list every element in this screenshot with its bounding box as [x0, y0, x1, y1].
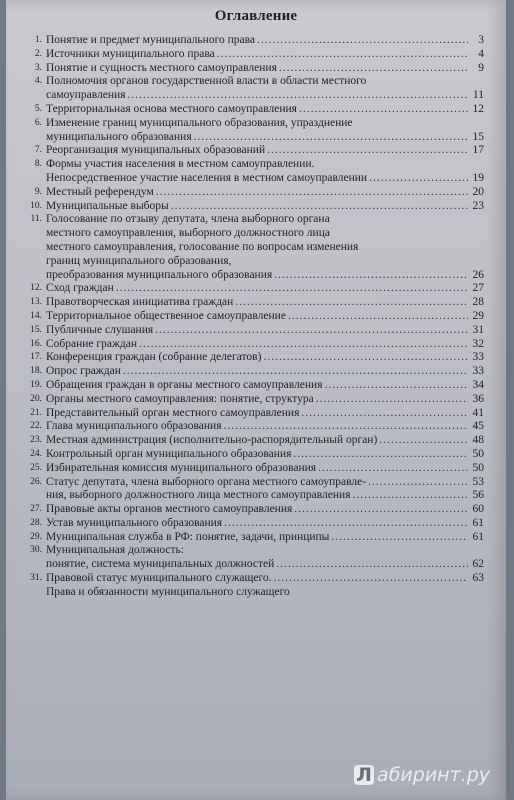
- toc-line: [46, 144, 484, 158]
- toc-entry-title: Понятие и предмет муниципального права: [46, 34, 256, 46]
- toc-entry-title: местного самоуправления, голосование по вопросам изменения: [46, 240, 359, 253]
- toc-line: [46, 200, 484, 214]
- toc-page-number: 62: [472, 558, 484, 571]
- toc-entry: [24, 296, 484, 310]
- toc-page-number: 56: [472, 489, 484, 502]
- toc-page-number: 33: [472, 365, 484, 378]
- toc-entry-title: границ муниципального образования,: [46, 254, 232, 267]
- toc-entry-title: Муниципальная служба в РФ: понятие, задачи, принципы: [46, 530, 330, 543]
- dot-leader: [274, 572, 468, 586]
- dot-leader: [325, 379, 469, 393]
- toc-line: [46, 241, 484, 255]
- toc-entry-title: муниципального образования: [46, 130, 192, 143]
- toc-entry-number: 18.: [30, 366, 42, 377]
- toc-entry-number: 16.: [30, 338, 42, 349]
- toc-entry: [24, 544, 484, 572]
- toc-entry: [24, 379, 484, 393]
- toc-entry: [24, 476, 484, 504]
- toc-line: [46, 531, 484, 545]
- dot-leader: [235, 296, 468, 310]
- toc-entry-title: Публичные слушания: [46, 323, 154, 336]
- toc-page-number: 53: [472, 475, 484, 488]
- dot-leader: [274, 269, 468, 283]
- toc-entry: [24, 48, 484, 62]
- toc-entry: [24, 158, 484, 186]
- toc-entry-number: 24.: [30, 448, 42, 459]
- toc-line: [46, 586, 484, 600]
- dot-leader: [369, 172, 468, 186]
- toc-line: [46, 75, 484, 89]
- toc-entry: [24, 117, 484, 145]
- toc-line: [46, 503, 484, 517]
- toc-page-number: 23: [472, 199, 484, 212]
- page-title: Оглавление: [214, 8, 298, 24]
- toc-line: [46, 103, 484, 117]
- toc-entry-title: Собрание граждан: [46, 337, 138, 350]
- dot-leader: [267, 144, 468, 158]
- toc-page-number: 32: [472, 337, 484, 350]
- toc-page-number: 45: [472, 420, 484, 433]
- toc-entry-title: Понятие и сущность местного самоуправления: [46, 61, 277, 74]
- toc-entry-title: Формы участия населения в местном самоуправлении.: [46, 158, 315, 171]
- dot-leader: [155, 324, 468, 338]
- toc-entry-title: Избирательная комиссия муниципального образования: [46, 461, 317, 474]
- dot-leader: [127, 89, 468, 103]
- toc-page-number: 4: [478, 47, 484, 60]
- toc-line: [46, 310, 484, 324]
- toc-entry-number: 6.: [34, 117, 42, 128]
- toc-entry-title: Опрос граждан: [46, 365, 121, 378]
- toc-page-number: 50: [472, 461, 484, 474]
- toc-entry: [24, 213, 484, 282]
- toc-entry: [24, 462, 484, 476]
- dot-leader: [279, 62, 468, 76]
- toc-entry-title: Органы местного самоуправления: понятие, структура: [46, 392, 314, 405]
- toc-entry: [24, 282, 484, 296]
- toc-entry: [24, 144, 484, 158]
- book-page: [6, 0, 506, 800]
- toc-entry-number: 19.: [30, 379, 42, 390]
- toc-page-number: 50: [472, 447, 484, 460]
- toc-entry-number: 5.: [34, 103, 42, 114]
- dot-leader: [263, 351, 468, 365]
- toc-entry-title: Статус депутата, члена выборного органа местного самоуправле-: [46, 475, 367, 488]
- toc-entry-title: Территориальное общественное самоуправление: [46, 309, 286, 322]
- toc-entry: [24, 103, 484, 117]
- toc-line: [46, 255, 484, 269]
- toc-line: [46, 420, 484, 434]
- toc-line: [46, 379, 484, 393]
- toc-entry: [24, 517, 484, 531]
- toc-page-number: 29: [472, 309, 484, 322]
- toc-entry-number: 22.: [30, 421, 42, 432]
- toc-page-number: 17: [472, 144, 484, 157]
- toc-entry-number: 3.: [34, 62, 42, 73]
- toc-entry-title: Муниципальная должность:: [46, 544, 184, 557]
- dot-leader: [123, 365, 468, 379]
- dot-leader: [194, 131, 468, 145]
- toc-line: [46, 282, 484, 296]
- toc-entry-number: 20.: [30, 393, 42, 404]
- dot-leader: [276, 558, 468, 572]
- toc-entry-title: Представительный орган местного самоуправления: [46, 406, 300, 419]
- toc-entry: [24, 324, 484, 338]
- toc-entry: [24, 503, 484, 517]
- toc-entry-title: Глава муниципального образования: [46, 420, 222, 433]
- toc-page-number: 31: [472, 323, 484, 336]
- toc-line: [46, 172, 484, 186]
- toc-entry: [24, 186, 484, 200]
- toc-line: [46, 48, 484, 62]
- toc-line: [46, 558, 484, 572]
- toc-page-number: 61: [472, 516, 484, 529]
- toc-entry-number: 2.: [34, 48, 42, 59]
- dot-leader: [294, 503, 468, 517]
- toc-entry-number: 29.: [30, 531, 42, 542]
- toc-line: [46, 34, 484, 48]
- toc-entry-title: Реорганизация муниципальных образований: [46, 144, 266, 157]
- toc-line: [46, 62, 484, 76]
- toc-page-number: 28: [472, 296, 484, 309]
- toc-entry-number: 21.: [30, 407, 42, 418]
- toc-entry: [24, 448, 484, 462]
- watermark-logo: [354, 764, 490, 786]
- toc-line: [46, 462, 484, 476]
- toc-line: [46, 544, 484, 558]
- toc-entry-number: 25.: [30, 462, 42, 473]
- toc-line: [46, 351, 484, 365]
- toc-line: [46, 227, 484, 241]
- toc-page-number: 33: [472, 351, 484, 364]
- logo-text: абиринт.ру: [377, 764, 490, 786]
- dot-leader: [171, 200, 468, 214]
- toc-entry: [24, 34, 484, 48]
- toc-entry-title: Территориальная основа местного самоуправления: [46, 102, 297, 115]
- toc-entry-title: Изменение границ муниципального образования, упразднение: [46, 116, 353, 129]
- toc-line: [46, 117, 484, 131]
- toc-entry: [24, 310, 484, 324]
- toc-entry: [24, 407, 484, 421]
- toc-entry-number: 14.: [30, 310, 42, 321]
- toc-line: [46, 158, 484, 172]
- toc-line: [46, 131, 484, 145]
- toc-entry-title: Правотворческая инициатива граждан: [46, 296, 234, 309]
- toc-entry-title: Контрольный орган муниципального образования: [46, 447, 292, 460]
- toc-page-number: 63: [472, 572, 484, 585]
- toc-entry: [24, 531, 484, 545]
- toc-page-number: 60: [472, 503, 484, 516]
- toc-entry-number: 27.: [30, 504, 42, 515]
- toc-entry-title: Права и обязанности муниципального служащего: [46, 585, 290, 598]
- dot-leader: [379, 434, 468, 448]
- toc-entry: [24, 351, 484, 365]
- dot-leader: [368, 476, 468, 490]
- dot-leader: [352, 489, 468, 503]
- toc-page-number: 34: [472, 378, 484, 391]
- toc-entry: [24, 420, 484, 434]
- toc-page-number: 41: [472, 406, 484, 419]
- toc-entry-title: самоуправления: [46, 89, 126, 102]
- toc-entry-title: Сход граждан: [46, 282, 114, 295]
- toc-entry-number: 26.: [30, 476, 42, 487]
- toc-entry-title: Конференция граждан (собрание делегатов): [46, 351, 262, 364]
- toc-page-number: 61: [472, 530, 484, 543]
- toc-entry-title: понятие, система муниципальных должностей: [46, 558, 275, 571]
- toc-entry: [24, 62, 484, 76]
- dot-leader: [257, 34, 468, 48]
- dot-leader: [217, 48, 468, 62]
- toc-line: [46, 407, 484, 421]
- toc-page-number: 19: [472, 171, 484, 184]
- toc-entry-number: 4.: [34, 76, 42, 87]
- toc-line: [46, 572, 484, 586]
- logo-badge: Л: [354, 765, 374, 785]
- dot-leader: [224, 517, 468, 531]
- toc-entry-number: 28.: [30, 517, 42, 528]
- toc-page-number: 48: [472, 434, 484, 447]
- toc-page-number: 27: [472, 282, 484, 295]
- dot-leader: [316, 393, 468, 407]
- toc-entry-number: 1.: [34, 35, 42, 45]
- toc-line: [46, 296, 484, 310]
- toc-page-number: 36: [472, 392, 484, 405]
- toc-page-number: 26: [472, 268, 484, 281]
- toc-line: [46, 448, 484, 462]
- toc-line: [46, 517, 484, 531]
- toc-line: [46, 434, 484, 448]
- toc-page-number: 3: [478, 34, 484, 46]
- toc-entry: [24, 434, 484, 448]
- dot-leader: [299, 103, 468, 117]
- dot-leader: [116, 282, 468, 296]
- toc-entry-title: Обращения граждан в органы местного самоуправления: [46, 378, 323, 391]
- toc-entry-number: 30.: [30, 545, 42, 556]
- dot-leader: [301, 407, 468, 421]
- dot-leader: [156, 186, 468, 200]
- toc-entry: [24, 200, 484, 214]
- toc-page-number: 11: [472, 89, 484, 102]
- toc-page-number: 15: [472, 130, 484, 143]
- toc-entry-number: 12.: [30, 283, 42, 294]
- toc-line: [46, 269, 484, 283]
- toc-line: [46, 393, 484, 407]
- toc-entry-title: Устав муниципального образования: [46, 516, 223, 529]
- toc-page-number: 20: [472, 185, 484, 198]
- toc-line: [46, 338, 484, 352]
- toc-entry-title: Местный референдум: [46, 185, 154, 198]
- toc-entry-number: 8.: [34, 159, 42, 170]
- toc-entry-number: 7.: [34, 145, 42, 156]
- toc-entry-title: Правовые акты органов местного самоуправления: [46, 503, 293, 516]
- toc-entry-number: 11.: [30, 214, 42, 225]
- toc-line: [46, 89, 484, 103]
- dot-leader: [288, 310, 468, 324]
- table-of-contents: [24, 34, 484, 600]
- toc-line: [46, 489, 484, 503]
- toc-entry-title: Полномочия органов государственной власти в области местного: [46, 75, 367, 88]
- toc-entry-number: 10.: [30, 200, 42, 211]
- toc-entry: [24, 572, 484, 600]
- toc-page-number: 9: [478, 61, 484, 74]
- toc-entry-number: 23.: [30, 435, 42, 446]
- dot-leader: [331, 531, 468, 545]
- toc-line: [46, 213, 484, 227]
- dot-leader: [318, 462, 468, 476]
- toc-entry: [24, 338, 484, 352]
- toc-entry: [24, 75, 484, 103]
- toc-line: [46, 476, 484, 490]
- toc-entry-title: местного самоуправления, выборного должностного лица: [46, 227, 330, 240]
- toc-entry-number: 15.: [30, 324, 42, 335]
- toc-entry-number: 13.: [30, 297, 42, 308]
- toc-entry-title: Голосование по отзыву депутата, члена выборного органа: [46, 213, 330, 226]
- dot-leader: [224, 420, 469, 434]
- toc-page-number: 12: [472, 102, 484, 115]
- toc-entry-number: 17.: [30, 352, 42, 363]
- dot-leader: [139, 338, 468, 352]
- toc-entry-title: ния, выборного должностного лица местного самоуправления: [46, 489, 351, 502]
- toc-entry: [24, 365, 484, 379]
- toc-entry-title: Источники муниципального права: [46, 47, 215, 60]
- toc-entry-title: Местная администрация (исполнительно-распорядительный орган): [46, 434, 378, 447]
- toc-entry-title: Муниципальные выборы: [46, 199, 169, 212]
- toc-entry-title: Правовой статус муниципального служащего.: [46, 572, 272, 585]
- toc-entry-number: 31.: [30, 573, 42, 584]
- toc-line: [46, 186, 484, 200]
- toc-entry-number: 9.: [34, 186, 42, 197]
- toc-line: [46, 365, 484, 379]
- toc-entry-title: преобразования муниципального образования: [46, 268, 273, 281]
- toc-entry-title: Непосредственное участие населения в местном самоуправлении: [46, 171, 368, 184]
- toc-line: [46, 324, 484, 338]
- toc-entry: [24, 393, 484, 407]
- dot-leader: [293, 448, 468, 462]
